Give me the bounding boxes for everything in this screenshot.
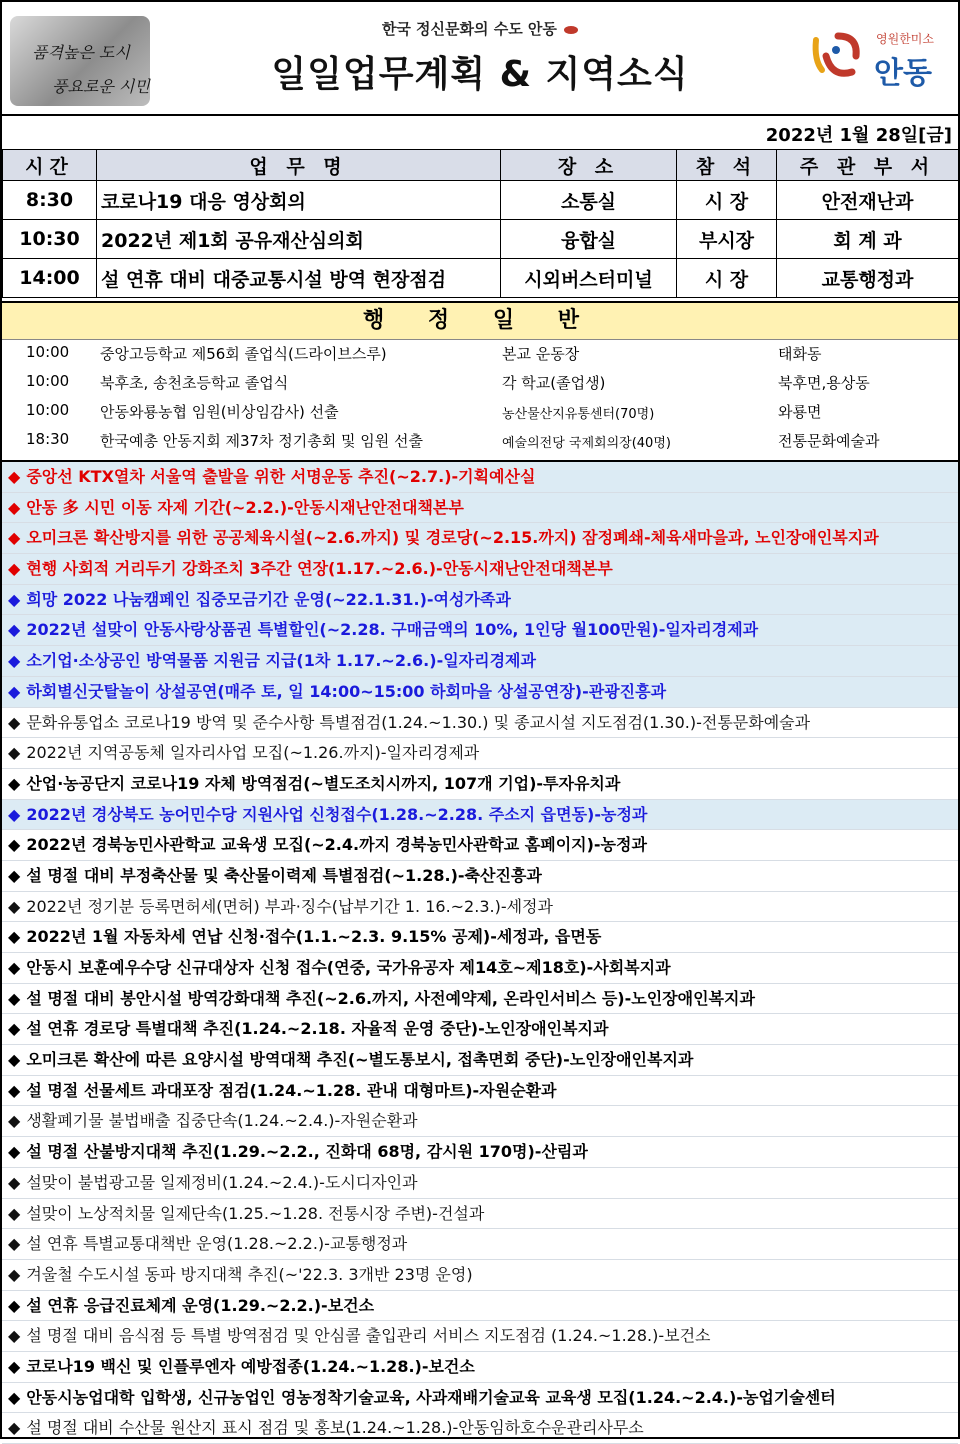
diamond-bullet-icon: ◆ (8, 1418, 21, 1438)
diamond-bullet-icon: ◆ (8, 927, 21, 947)
diamond-bullet-icon: ◆ (8, 896, 21, 916)
news-item (2, 892, 958, 923)
news-text: 2022년 지역공동체 일자리사업 모집(~1.26.까지)-일자리경제과 (26, 743, 480, 763)
news-item (2, 1014, 958, 1045)
news-text: 산업·농공단지 코로나19 자체 방역점검(~별도조치시까지, 107개 기업)-투자유치과 (26, 773, 621, 793)
diamond-bullet-icon: ◆ (8, 1142, 21, 1162)
news-text: 설 연휴 특별교통대책반 운영(1.28.~2.2.)-교통행정과 (26, 1234, 408, 1254)
news-item (2, 1229, 958, 1260)
schedule-row (3, 220, 959, 259)
logo-name: 안동 (874, 56, 932, 91)
news-item (2, 677, 958, 708)
diamond-bullet-icon: ◆ (8, 1111, 21, 1131)
diamond-bullet-icon: ◆ (8, 1019, 21, 1039)
schedule-time: 8:30 (3, 181, 97, 220)
admin-title: 북후초, 송천초등학교 졸업식 (100, 374, 289, 392)
news-text: 2022년 경상북도 농어민수당 지원사업 신청접수(1.28.~2.28. 주소지 읍면동)-농정과 (26, 804, 648, 824)
news-item (2, 1076, 958, 1107)
diamond-bullet-icon: ◆ (8, 1326, 21, 1346)
news-text: 하회별신굿탈놀이 상설공연(매주 토, 일 14:00~15:00 하회마을 상설공연장)-관광진흥과 (26, 681, 667, 701)
news-text: 설 명절 대비 봉안시설 방역강화대책 추진(~2.6.까지, 사전예약제, 온라인서비스 등)-노인장애인복지과 (26, 988, 755, 1008)
news-text: 중앙선 KTX열차 서울역 출발을 위한 서명운동 추진(~2.7.)-기획예산실 (26, 467, 536, 486)
news-item (2, 1199, 958, 1230)
admin-row (2, 339, 958, 368)
diamond-bullet-icon: ◆ (8, 559, 21, 579)
col-header-attendee: 참 석 (677, 150, 777, 181)
news-item (2, 800, 958, 831)
news-text: 설 연휴 경로당 특별대책 추진(1.24.~2.18. 자율적 운영 중단)-노인장애인복지과 (26, 1019, 609, 1039)
eye-icon (564, 26, 578, 34)
smile-logo-icon (808, 26, 868, 86)
news-item (2, 830, 958, 861)
schedule-row (3, 259, 959, 298)
diamond-bullet-icon: ◆ (8, 589, 21, 609)
news-text: 설 명절 대비 수산물 원산지 표시 점검 및 홍보(1.24.~1.28.)-안동임하호수운관리사무소 (26, 1418, 644, 1438)
diamond-bullet-icon: ◆ (8, 712, 21, 732)
news-item (2, 493, 958, 524)
admin-time: 18:30 (26, 430, 70, 448)
diamond-bullet-icon: ◆ (8, 528, 21, 548)
subtitle-text: 한국 정신문화의 수도 안동 (381, 20, 557, 38)
diamond-bullet-icon: ◆ (8, 1050, 21, 1070)
admin-title: 안동와룡농협 임원(비상임감사) 선출 (100, 403, 339, 421)
news-item (2, 738, 958, 769)
diamond-bullet-icon: ◆ (8, 1356, 21, 1376)
schedule-time: 10:30 (3, 220, 97, 259)
news-item (2, 1168, 958, 1199)
schedule-place: 소통실 (501, 181, 677, 220)
news-text: 안동시농업대학 입학생, 신규농업인 영농정착기술교육, 사과재배기술교육 교육생 모집(1.24.~2.4.)-농업기술센터 (26, 1387, 836, 1407)
diamond-bullet-icon: ◆ (8, 743, 21, 763)
news-text: 설 명절 대비 음식점 등 특별 방역점검 및 안심콜 출입관리 서비스 지도점검 (1.24.~1.28.)-보건소 (26, 1326, 711, 1346)
diamond-bullet-icon: ◆ (8, 1295, 21, 1315)
news-text: 현행 사회적 거리두기 강화조치 3주간 연장(1.17.~2.6.)-안동시재난안전대책본부 (26, 559, 613, 579)
admin-place: 농산물산지유통센터(70명) (502, 407, 655, 422)
diamond-bullet-icon: ◆ (8, 497, 21, 517)
diamond-bullet-icon: ◆ (8, 1172, 21, 1192)
schedule-attendee: 시 장 (677, 259, 777, 298)
news-text: 소기업·소상공인 방역물품 지원금 지급(1차 1.17.~2.6.)-일자리경제과 (26, 651, 536, 671)
news-text: 설 명절 대비 부정축산물 및 축산물이력제 특별점검(~1.28.)-축산진흥과 (26, 865, 542, 885)
diamond-bullet-icon: ◆ (8, 1264, 21, 1284)
schedule-dept: 회 계 과 (777, 220, 959, 259)
news-item (2, 861, 958, 892)
col-header-place: 장 소 (501, 150, 677, 181)
admin-title: 중앙고등학교 제56회 졸업식(드라이브스루) (100, 345, 387, 363)
schedule-attendee: 부시장 (677, 220, 777, 259)
admin-time: 10:00 (26, 401, 70, 419)
admin-section-heading: 행 정 일 반 (2, 301, 958, 340)
schedule-place: 융합실 (501, 220, 677, 259)
news-text: 설맞이 불법광고물 일제정비(1.24.~2.4.)-도시디자인과 (26, 1172, 418, 1192)
admin-dept: 태화동 (778, 345, 822, 363)
admin-place: 각 학교(졸업생) (502, 374, 606, 392)
diamond-bullet-icon: ◆ (8, 467, 21, 486)
schedule-title: 설 연휴 대비 대중교통시설 방역 현장점검 (97, 259, 501, 298)
news-text: 코로나19 백신 및 인플루엔자 예방접종(1.24.~1.28.)-보건소 (26, 1356, 475, 1376)
admin-row (2, 397, 958, 426)
news-item (2, 585, 958, 616)
col-header-title: 업 무 명 (97, 150, 501, 181)
page-title: 일일업무계획 & 지역소식 (271, 54, 689, 95)
local-news-list (2, 460, 958, 1444)
slogan-line-1: 품격높은 도시 (32, 43, 130, 62)
schedule-time: 14:00 (3, 259, 97, 298)
diamond-bullet-icon: ◆ (8, 1203, 21, 1223)
diamond-bullet-icon: ◆ (8, 773, 21, 793)
news-text: 겨울철 수도시설 동파 방지대책 추진(~'22.3. 3개반 23명 운영) (26, 1264, 473, 1284)
news-text: 2022년 1월 자동차세 연납 신청·접수(1.1.~2.3. 9.15% 공제)-세정과, 읍면동 (26, 927, 602, 947)
admin-dept: 전통문화예술과 (778, 432, 880, 450)
col-header-time: 시간 (3, 150, 97, 181)
admin-list (2, 339, 958, 455)
diamond-bullet-icon: ◆ (8, 620, 21, 640)
date-row (2, 114, 958, 151)
col-header-dept: 주 관 부 서 (777, 150, 959, 181)
news-text: 안동 多 시민 이동 자제 기간(~2.2.)-안동시재난안전대책본부 (26, 497, 464, 517)
news-text: 2022년 설맞이 안동사랑상품권 특별할인(~2.28. 구매금액의 10%, 1인당 월100만원)-일자리경제과 (26, 620, 759, 640)
news-text: 설 명절 산불방지대책 추진(1.29.~2.2., 진화대 68명, 감시원 170명)-산림과 (26, 1142, 588, 1162)
news-item (2, 1383, 958, 1414)
admin-row (2, 426, 958, 455)
schedule-dept: 안전재난과 (777, 181, 959, 220)
news-text: 희망 2022 나눔캠페인 집중모금기간 운영(~22.1.31.)-여성가족과 (26, 589, 511, 609)
news-item (2, 922, 958, 953)
news-item (2, 953, 958, 984)
news-item (2, 646, 958, 677)
slogan-line-2: 풍요로운 시민 (52, 77, 150, 96)
diamond-bullet-icon: ◆ (8, 1387, 21, 1407)
news-item (2, 1106, 958, 1137)
schedule-title: 코로나19 대응 영상회의 (97, 181, 501, 220)
diamond-bullet-icon: ◆ (8, 651, 21, 671)
news-item (2, 1352, 958, 1383)
admin-place: 예술의전당 국제회의장(40명) (502, 436, 671, 451)
schedule-attendee: 시 장 (677, 181, 777, 220)
news-text: 2022년 정기분 등록면허세(면허) 부과·징수(납부기간 1. 16.~2.3.)-세정과 (26, 896, 553, 916)
schedule-header-row (3, 150, 959, 181)
schedule-dept: 교통행정과 (777, 259, 959, 298)
admin-dept: 북후면,용상동 (778, 374, 870, 392)
news-item (2, 523, 958, 554)
diamond-bullet-icon: ◆ (8, 958, 21, 977)
news-text: 생활폐기물 불법배출 집중단속(1.24.~2.4.)-자원순환과 (26, 1111, 418, 1131)
admin-dept: 와룡면 (778, 403, 822, 421)
header (2, 2, 958, 114)
news-text: 2022년 경북농민사관학교 교육생 모집(~2.4.까지 경북농민사관학교 홈페이지)-농정과 (26, 835, 647, 855)
diamond-bullet-icon: ◆ (8, 681, 21, 701)
news-item (2, 554, 958, 585)
news-item (2, 462, 958, 493)
admin-title: 한국예총 안동지회 제37차 정기총회 및 임원 선출 (100, 432, 424, 450)
news-item (2, 769, 958, 800)
news-item (2, 1413, 958, 1444)
diamond-bullet-icon: ◆ (8, 988, 21, 1008)
admin-time: 10:00 (26, 372, 70, 390)
logo-tagline: 영원한미소 (876, 32, 934, 46)
news-item (2, 1260, 958, 1291)
schedule-table (2, 149, 959, 298)
news-item (2, 984, 958, 1015)
news-item (2, 615, 958, 646)
andong-logo (808, 22, 948, 92)
news-text: 안동시 보훈예우수당 신규대상자 신청 접수(연중, 국가유공자 제14호~제18호)-사회복지과 (26, 958, 671, 977)
diamond-bullet-icon: ◆ (8, 1080, 21, 1100)
schedule-title: 2022년 제1회 공유재산심의회 (97, 220, 501, 259)
news-item (2, 1321, 958, 1352)
schedule-row (3, 181, 959, 220)
news-text: 문화유통업소 코로나19 방역 및 준수사항 특별점검(1.24.~1.30.) 및 종교시설 지도점검(1.30.)-전통문화예술과 (26, 712, 811, 732)
news-item (2, 1045, 958, 1076)
report-date: 2022년 1월 28일[금] (765, 125, 952, 146)
news-text: 오미크론 확산에 따른 요양시설 방역대책 추진(~별도통보시, 접촉면회 중단)-노인장애인복지과 (26, 1050, 694, 1070)
schedule-place: 시외버스터미널 (501, 259, 677, 298)
admin-row (2, 368, 958, 397)
news-item (2, 708, 958, 739)
news-text: 설 명절 선물세트 과대포장 점검(1.24.~1.28. 관내 대형마트)-자원순환과 (26, 1080, 557, 1100)
news-item (2, 1291, 958, 1322)
diamond-bullet-icon: ◆ (8, 1234, 21, 1254)
news-text: 설맞이 노상적치물 일제단속(1.25.~1.28. 전통시장 주변)-건설과 (26, 1203, 485, 1223)
diamond-bullet-icon: ◆ (8, 835, 21, 855)
admin-place: 본교 운동장 (502, 345, 580, 363)
diamond-bullet-icon: ◆ (8, 865, 21, 885)
admin-time: 10:00 (26, 343, 70, 361)
news-text: 설 연휴 응급진료체계 운영(1.29.~2.2.)-보건소 (26, 1295, 375, 1315)
news-item (2, 1137, 958, 1168)
news-text: 오미크론 확산방지를 위한 공공체육시설(~2.6.까지) 및 경로당(~2.15.까지) 잠정폐쇄-체육새마을과, 노인장애인복지과 (26, 528, 879, 548)
diamond-bullet-icon: ◆ (8, 804, 21, 824)
